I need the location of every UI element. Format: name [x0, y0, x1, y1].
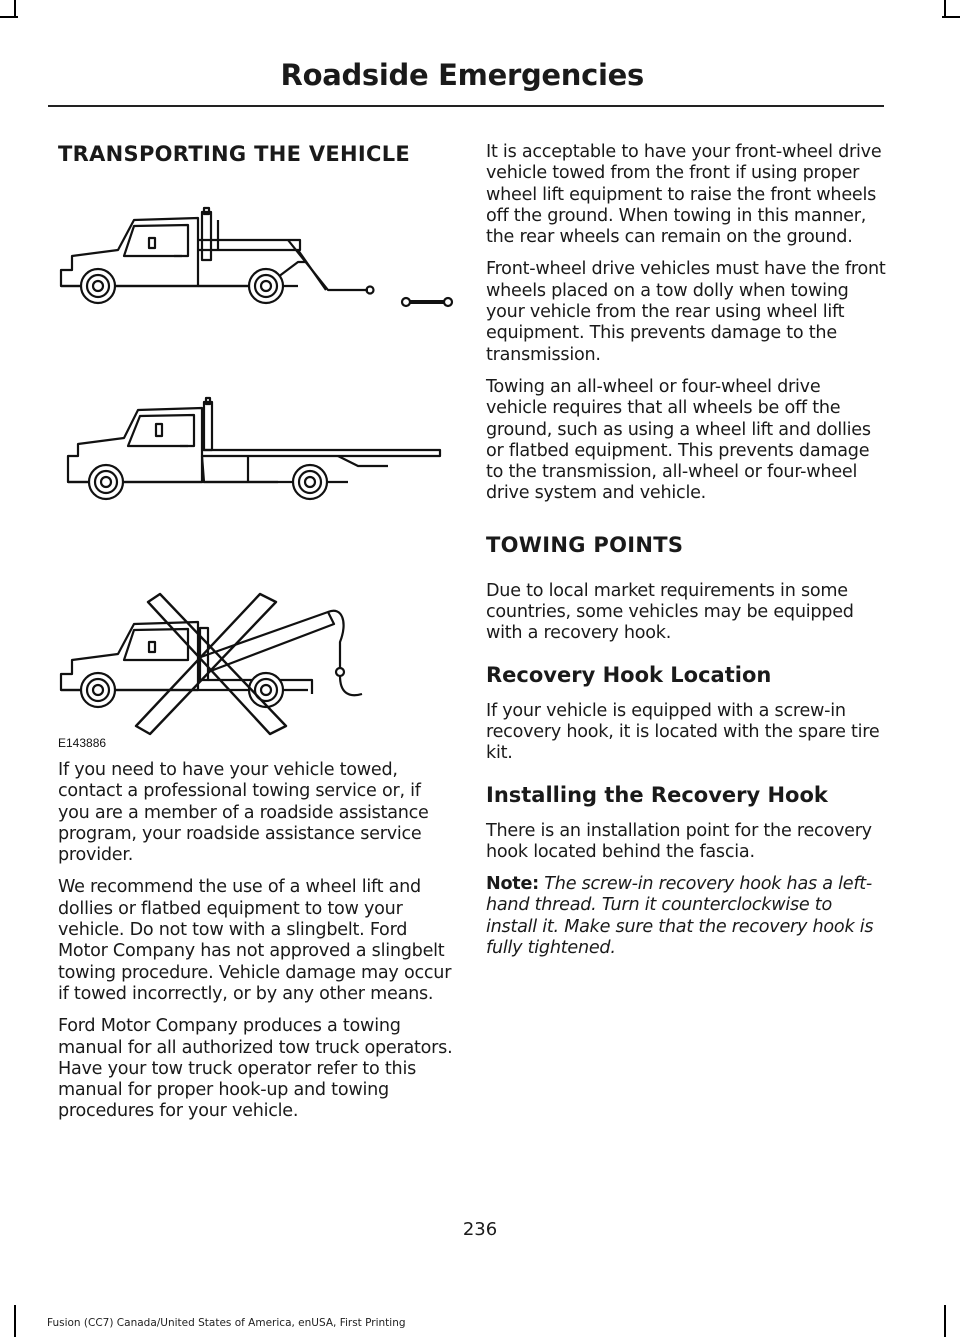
paragraph: Due to local market requirements in some countries, some vehicles may be equipped with a recovery hook.: [486, 580, 854, 644]
paragraph: Towing an all-wheel or four-wheel drive vehicle requires that all wheels be off the ground, such as using a wheel lift and dollies or flatbed equipment. This prevents damage to the transmission, all-wheel or four-wheel drive system and vehicle.: [486, 376, 871, 504]
note-text: The screw-in recovery hook has a left-hand thread. Turn it counterclockwise to install it. Make sure that the recovery hook is fully tightened.: [486, 874, 874, 959]
right-column: [486, 142, 886, 970]
note: [486, 874, 886, 959]
slingbelt-truck-drawing: [61, 594, 362, 734]
header-divider: [48, 105, 884, 107]
footer-text: Fusion (CC7) Canada/United States of America, enUSA, First Printing: [47, 1317, 406, 1329]
subheading-recovery-hook-location: Recovery Hook Location: [486, 662, 772, 687]
crop-mark: [944, 1305, 946, 1337]
crop-mark: [14, 1305, 16, 1337]
subheading-installing-recovery-hook: Installing the Recovery Hook: [486, 782, 828, 807]
flatbed-truck-drawing: [68, 398, 440, 499]
section-heading-transporting: TRANSPORTING THE VEHICLE: [58, 142, 411, 166]
figure-code: E143886: [58, 736, 107, 750]
paragraph: If you need to have your vehicle towed, contact a professional towing service or, if you are a member of a roadside assistance program, your roadside assistance service provider.: [58, 760, 429, 866]
section-heading-towing-points: TOWING POINTS: [486, 532, 684, 557]
wheel-lift-truck-drawing: [61, 208, 452, 306]
page-header-title: Roadside Emergencies: [280, 58, 644, 92]
paragraph: There is an installation point for the recovery hook located behind the fascia.: [486, 820, 872, 862]
towing-illustration: [58, 198, 458, 750]
note-label: Note:: [486, 874, 539, 895]
page-number: 236: [462, 1219, 498, 1240]
crop-mark: [942, 16, 960, 18]
paragraph: Ford Motor Company produces a towing manual for all authorized tow truck operators. Have your tow truck operator refer to this manual for proper hook-up and towing procedures for your vehicle.: [58, 1016, 453, 1122]
paragraph: If your vehicle is equipped with a screw-in recovery hook, it is located with the spare tire kit.: [486, 700, 880, 764]
paragraph: Front-wheel drive vehicles must have the front wheels placed on a tow dolly when towing your vehicle from the rear using wheel lift equipment. This prevents damage to the transmission.: [486, 259, 886, 365]
paragraph: It is acceptable to have your front-wheel drive vehicle towed from the front if using proper wheel lift equipment to raise the front wheels off the ground. When towing in this manner, the rear wheels can remain on the ground.: [486, 142, 882, 248]
paragraph: We recommend the use of a wheel lift and dollies or flatbed equipment to tow your vehicle. Do not tow with a slingbelt. Ford Motor Company has not approved a slingbelt towing procedure. Vehicle damage may occur if towed incorrectly, or by any other means.: [58, 877, 452, 1004]
left-body: [58, 760, 453, 1134]
left-column: [58, 142, 453, 166]
crop-mark: [0, 16, 18, 18]
